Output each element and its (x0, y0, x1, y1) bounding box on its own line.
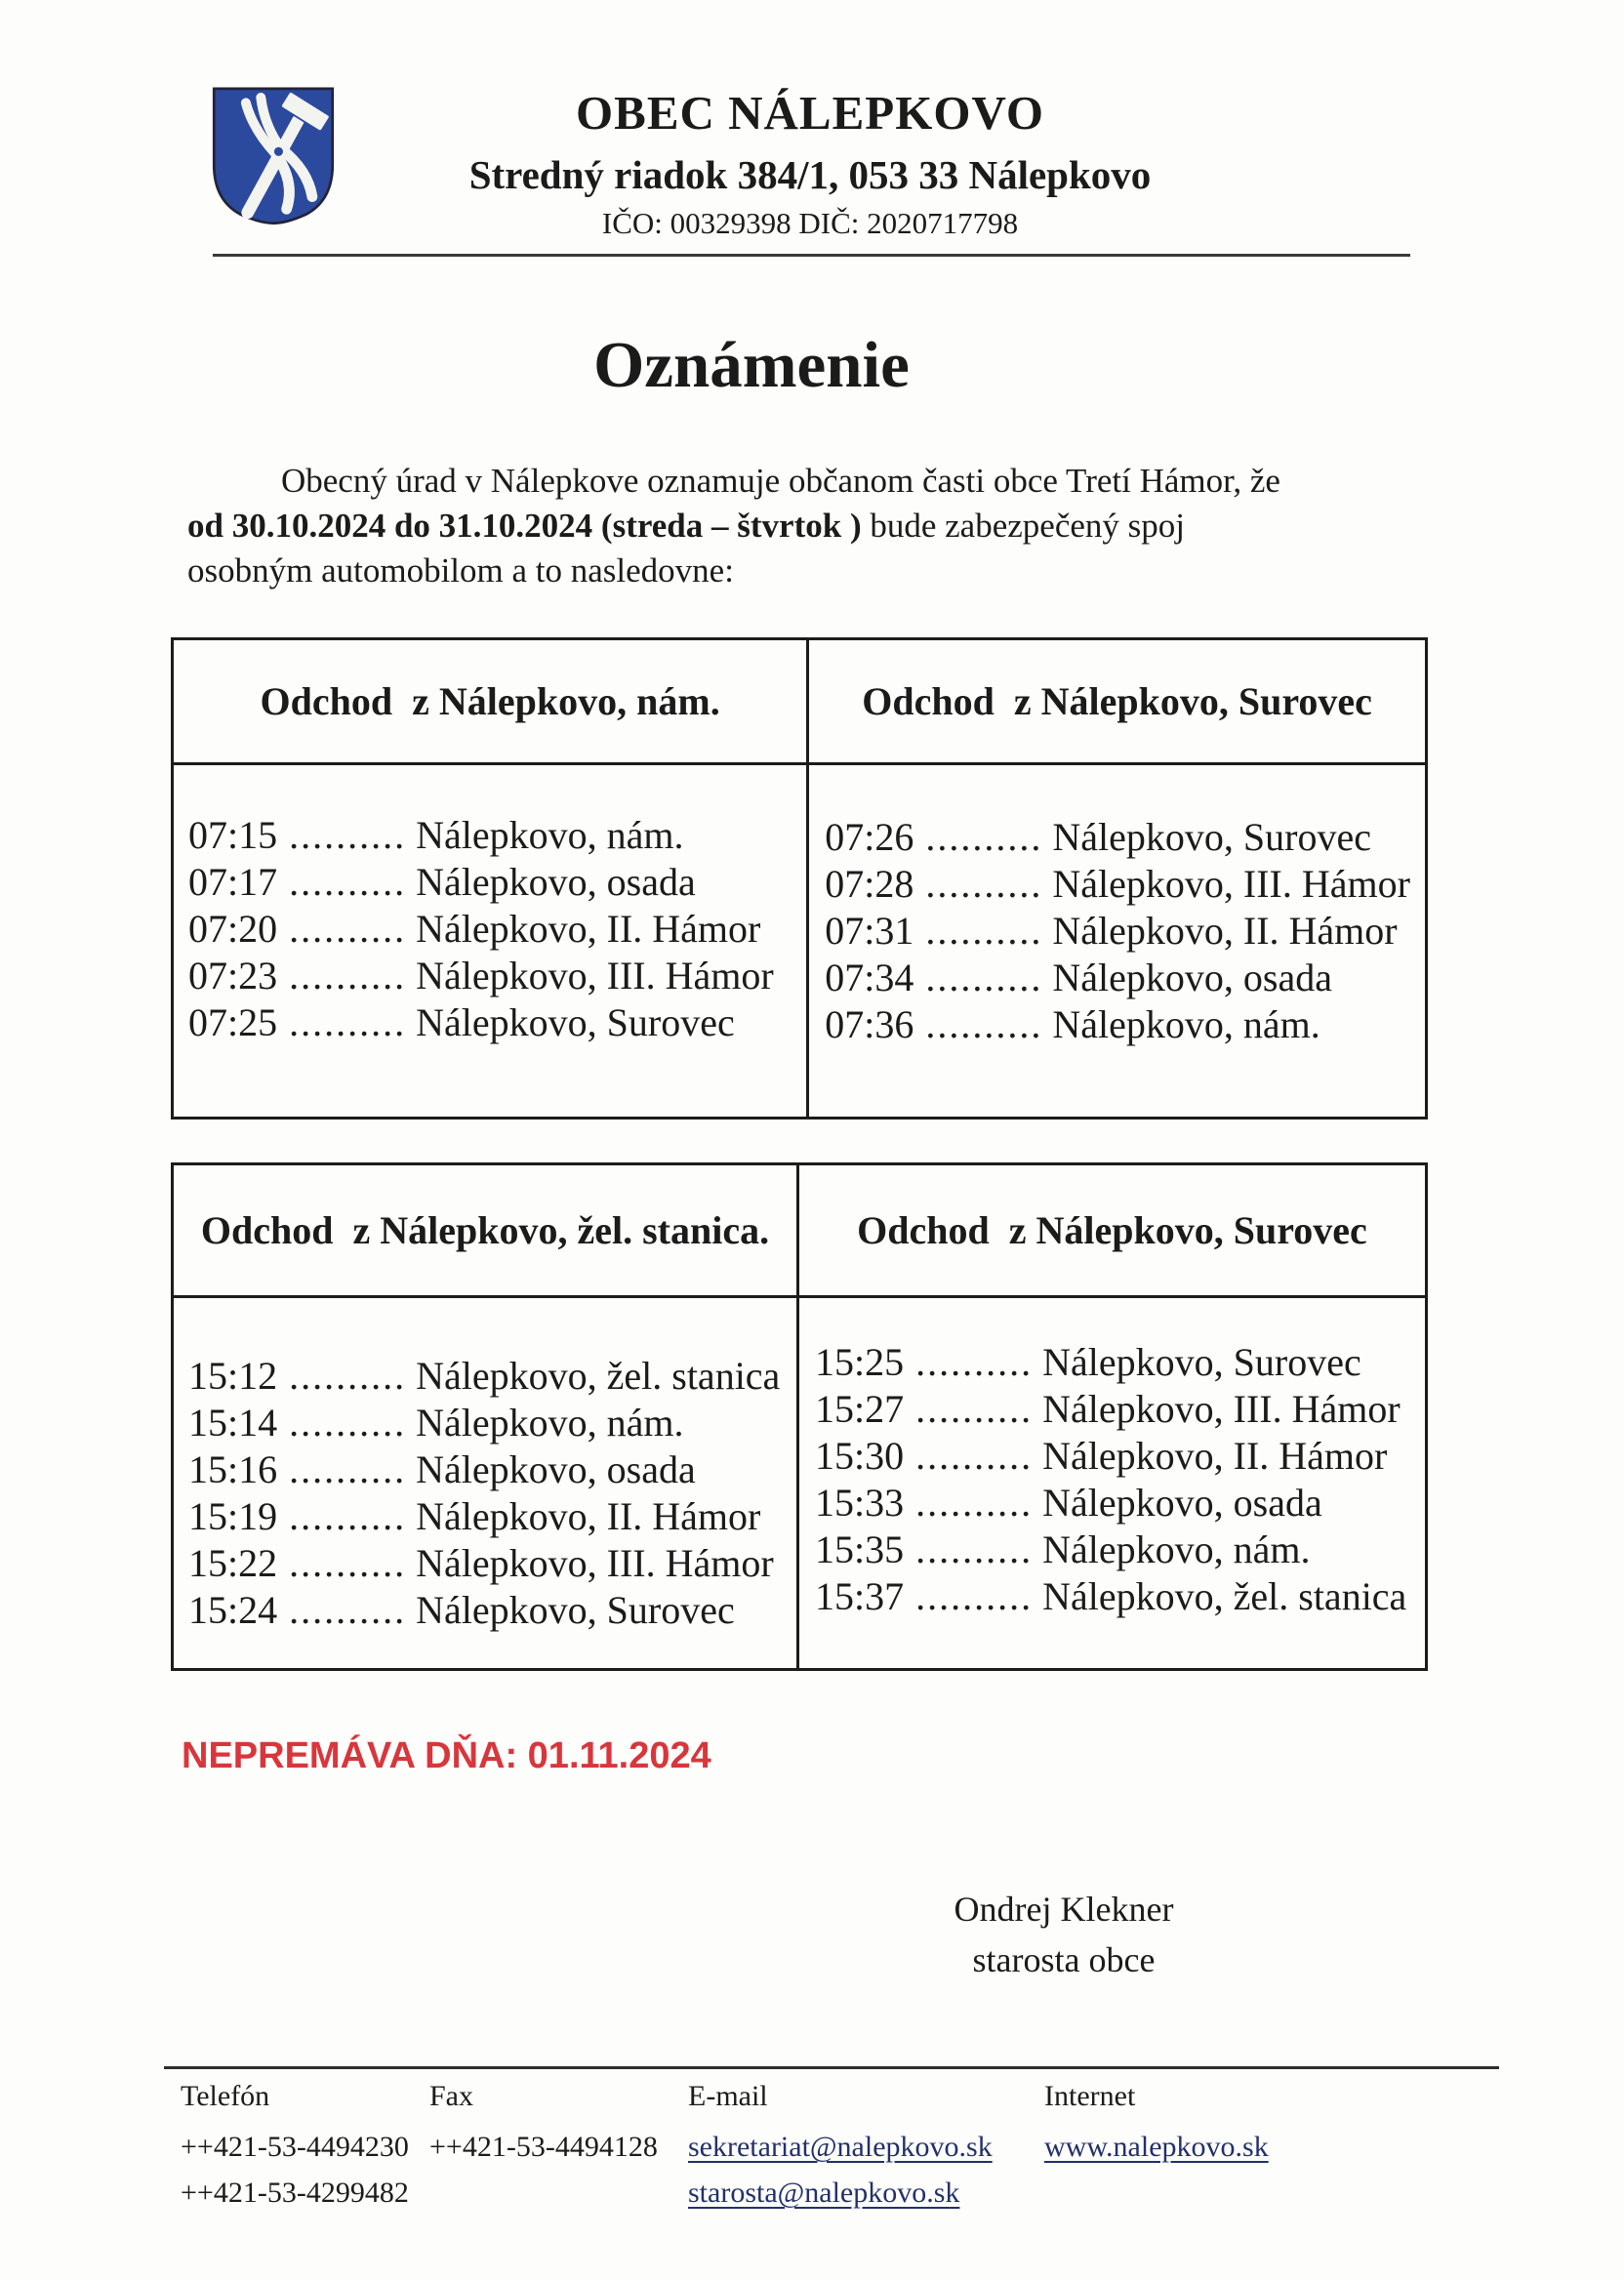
stop-name: Nálepkovo, osada (416, 1447, 696, 1491)
afternoon-timetable-body (174, 1298, 1425, 1668)
departure-time: 07:17 (188, 860, 278, 904)
dotted-leader: .......... (289, 1494, 407, 1538)
dotted-leader: .......... (925, 909, 1043, 953)
dotted-leader: .......... (925, 862, 1043, 906)
dotted-leader: .......... (289, 1401, 407, 1445)
intro-line-2 (187, 504, 1433, 549)
table-row (815, 1433, 1425, 1480)
dotted-leader: .......... (925, 815, 1043, 859)
internet-label: Internet (1044, 2080, 1136, 2112)
email-link-starosta[interactable]: starosta@nalepkovo.sk (688, 2177, 960, 2209)
stop-name: Nálepkovo, III. Hámor (416, 1541, 774, 1585)
departure-time: 15:19 (188, 1494, 278, 1538)
intro-line-3: osobným automobilom a to nasledovne: (187, 551, 734, 590)
departure-time: 07:23 (188, 954, 278, 998)
morning-right-cell (809, 765, 1425, 1117)
dotted-leader: .......... (915, 1574, 1034, 1618)
table-row (188, 906, 806, 953)
dotted-leader: .......... (289, 1354, 407, 1398)
footer-divider (164, 2066, 1499, 2069)
stop-name: Nálepkovo, III. Hámor (1052, 862, 1410, 906)
intro-paragraph (187, 459, 1433, 593)
header-divider (213, 254, 1410, 257)
website-link[interactable]: www.nalepkovo.sk (1044, 2131, 1269, 2163)
dotted-leader: .......... (289, 954, 407, 998)
table-row (188, 1353, 796, 1400)
signature-role: starosta obce (972, 1940, 1156, 1979)
email-label: E-mail (688, 2080, 768, 2112)
stop-name: Nálepkovo, III. Hámor (416, 954, 774, 998)
fax-label: Fax (429, 2080, 473, 2112)
table-row (825, 1001, 1425, 1048)
column-header-departure-nam: Odchod z Nálepkovo, nám. (174, 640, 809, 762)
dotted-leader: .......... (915, 1481, 1034, 1525)
stop-name: Nálepkovo, Surovec (416, 1000, 735, 1044)
departure-time: 07:20 (188, 907, 278, 951)
column-header-departure-surovec: Odchod z Nálepkovo, Surovec (862, 679, 1372, 723)
organization-address: Stredný riadok 384/1, 053 33 Nálepkovo (468, 152, 1152, 197)
dotted-leader: .......... (289, 1588, 407, 1632)
departure-time: 07:31 (825, 909, 914, 953)
table-row (188, 1540, 796, 1587)
phone-number-1: ++421-53-4494230 (181, 2131, 409, 2163)
table-row (825, 908, 1425, 955)
organization-ids: IČO: 00329398 DIČ: 2020717798 (601, 206, 1019, 240)
morning-timetable-header (174, 640, 1425, 765)
stop-name: Nálepkovo, nám. (1042, 1527, 1311, 1571)
stop-name: Nálepkovo, Surovec (1052, 815, 1371, 859)
signature-block (859, 1884, 1269, 1985)
footer-fax-column (429, 2077, 658, 2170)
dotted-leader: .......... (289, 907, 407, 951)
afternoon-timetable (171, 1162, 1428, 1671)
table-row (188, 1400, 796, 1446)
email-link-sekretariat[interactable]: sekretariat@nalepkovo.sk (688, 2131, 993, 2163)
coat-of-arms-icon (207, 81, 340, 227)
table-row (815, 1339, 1425, 1386)
departure-time: 07:15 (188, 813, 278, 857)
dotted-leader: .......... (915, 1340, 1034, 1384)
dotted-leader: .......... (289, 1447, 407, 1491)
intro-dates-bold: od 30.10.2024 do 31.10.2024 (streda – štvrtok ) (187, 507, 862, 545)
departure-time: 15:16 (188, 1447, 278, 1491)
stop-name: Nálepkovo, II. Hámor (416, 1494, 761, 1538)
table-row (188, 999, 806, 1046)
table-row (815, 1386, 1425, 1433)
table-row (188, 1587, 796, 1634)
dotted-leader: .......... (289, 860, 407, 904)
stop-name: Nálepkovo, žel. stanica (1042, 1574, 1407, 1618)
departure-time: 15:24 (188, 1588, 278, 1632)
footer-phone-column (181, 2077, 409, 2216)
stop-name: Nálepkovo, II. Hámor (1052, 909, 1398, 953)
footer-internet-column (1044, 2077, 1269, 2170)
table-row (188, 1493, 796, 1540)
table-row (825, 955, 1425, 1001)
departure-time: 15:35 (815, 1527, 905, 1571)
stop-name: Nálepkovo, nám. (1052, 1002, 1320, 1046)
dotted-leader: .......... (289, 813, 407, 857)
departure-time: 15:14 (188, 1401, 278, 1445)
stop-name: Nálepkovo, III. Hámor (1042, 1387, 1401, 1431)
morning-left-cell (174, 765, 809, 1117)
dotted-leader: .......... (289, 1541, 407, 1585)
afternoon-left-cell (174, 1298, 799, 1668)
departure-time: 15:22 (188, 1541, 278, 1585)
intro-line-1: Obecný úrad v Nálepkove oznamuje občanom časti obce Tretí Hámor, že (281, 462, 1280, 500)
dotted-leader: .......... (915, 1434, 1034, 1478)
stop-name: Nálepkovo, žel. stanica (416, 1354, 781, 1398)
stop-name: Nálepkovo, osada (1052, 956, 1332, 999)
table-row (188, 1446, 796, 1493)
stop-name: Nálepkovo, nám. (416, 813, 684, 857)
dotted-leader: .......... (289, 1000, 407, 1044)
table-row (188, 812, 806, 859)
departure-time: 15:30 (815, 1434, 905, 1478)
dotted-leader: .......... (915, 1527, 1034, 1571)
afternoon-right-cell (799, 1298, 1425, 1668)
departure-time: 07:34 (825, 956, 914, 999)
stop-name: Nálepkovo, osada (416, 860, 696, 904)
morning-timetable-body (174, 765, 1425, 1117)
departure-time: 07:25 (188, 1000, 278, 1044)
departure-time: 15:37 (815, 1574, 905, 1618)
municipal-coat-of-arms (207, 81, 340, 227)
no-service-notice: NEPREMÁVA DŇA: 01.11.2024 (182, 1735, 711, 1776)
phone-label: Telefón (181, 2080, 270, 2112)
fax-number: ++421-53-4494128 (429, 2131, 658, 2163)
table-row (825, 861, 1425, 908)
dotted-leader: .......... (915, 1387, 1034, 1431)
phone-number-2: ++421-53-4299482 (181, 2177, 409, 2209)
stop-name: Nálepkovo, II. Hámor (1042, 1434, 1388, 1478)
page-title: Oznámenie (593, 329, 910, 401)
dotted-leader: .......... (925, 956, 1043, 999)
departure-time: 07:36 (825, 1002, 914, 1046)
footer-email-column (688, 2077, 993, 2216)
stop-name: Nálepkovo, osada (1042, 1481, 1322, 1525)
morning-timetable (171, 637, 1428, 1120)
table-row (815, 1573, 1425, 1620)
table-row (815, 1527, 1425, 1573)
dotted-leader: .......... (925, 1002, 1043, 1046)
departure-time: 07:26 (825, 815, 914, 859)
departure-time: 07:28 (825, 862, 914, 906)
letterhead (332, 82, 1288, 244)
departure-time: 15:12 (188, 1354, 278, 1398)
table-row (188, 953, 806, 999)
signature-name: Ondrej Klekner (954, 1890, 1174, 1929)
afternoon-timetable-header (174, 1165, 1425, 1298)
table-row (188, 859, 806, 906)
organization-name: OBEC NÁLEPKOVO (576, 86, 1044, 140)
stop-name: Nálepkovo, II. Hámor (416, 907, 761, 951)
stop-name: Nálepkovo, Surovec (416, 1588, 735, 1632)
stop-name: Nálepkovo, Surovec (1042, 1340, 1361, 1384)
departure-time: 15:33 (815, 1481, 905, 1525)
stop-name: Nálepkovo, nám. (416, 1401, 684, 1445)
departure-time: 15:25 (815, 1340, 905, 1384)
table-row (825, 814, 1425, 861)
departure-time: 15:27 (815, 1387, 905, 1431)
intro-line-2-rest: bude zabezpečený spoj (861, 507, 1185, 545)
column-header-departure-station: Odchod z Nálepkovo, žel. stanica. (174, 1165, 799, 1295)
table-row (815, 1480, 1425, 1527)
column-header-departure-surovec: Odchod z Nálepkovo, Surovec (857, 1208, 1367, 1252)
